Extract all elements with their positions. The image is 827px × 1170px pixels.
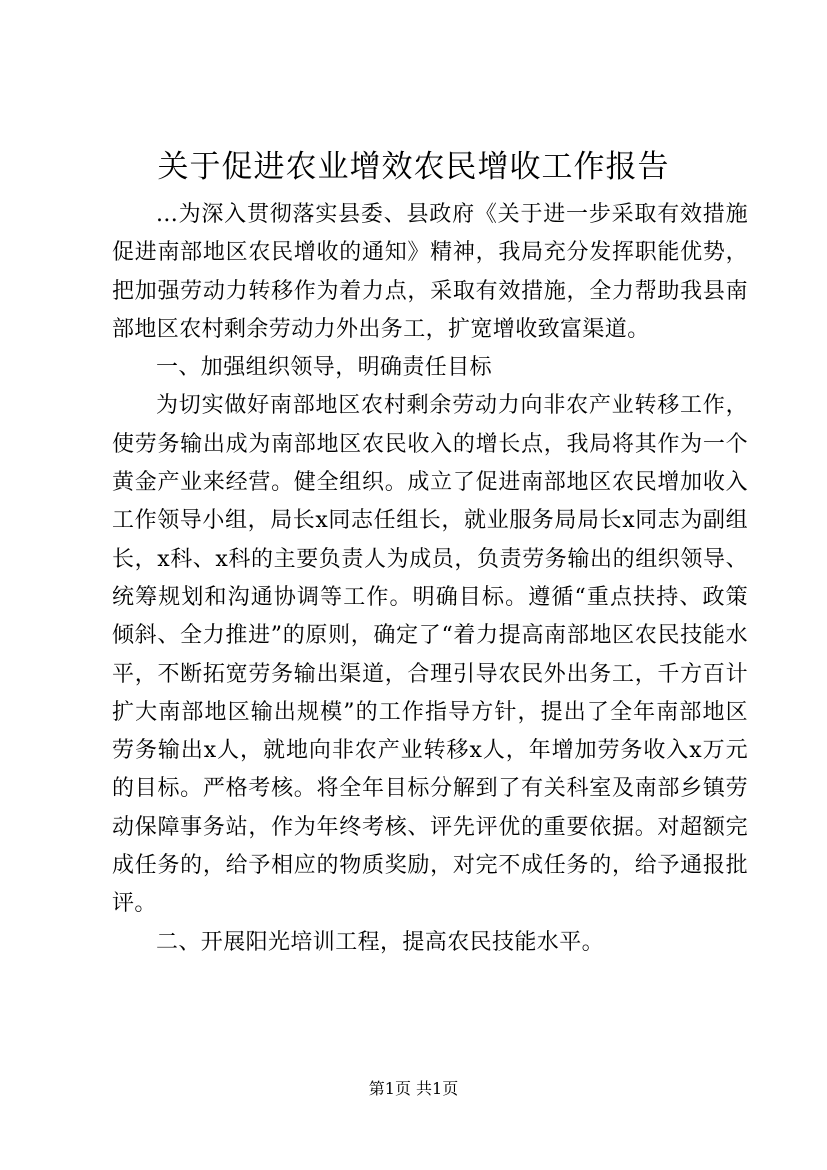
section-heading-1: 一、加强组织领导，明确责任目标 (156, 355, 493, 381)
page-footer: 第1页 共1页 (368, 1079, 459, 1098)
section-heading-2: 二、开展阳光培训工程，提高农民技能水平。 (156, 929, 605, 955)
body-paragraph: 为切实做好南部地区农村剩余劳动力向非农产业转移工作，使劳务输出成为南部地区农民收入的增长点，我局将其作为一个黄金产业来经营。健全组织。成立了促进南部地区农民增加收入工作领导小组，局长x同志任组长，就业服务局局长x同志为副组长，x科、x科的主要负责人为成员，负责劳务输出的组织领导、统筹规划和沟通协调等工作。明确目标。遵循“重点扶持、政策倾斜、全力推进”的原则，确定了“着力提高南部地区农民技能水平，不断拓宽劳务输出渠道，合理引导农民外出务工，千方百计扩大南部地区输出规模”的工作指导方针，提出了全年南部地区劳务输出x人，就地向非农产业转移x人，年增加劳务收入x万元的目标。严格考核。将全年目标分解到了有关科室及南部乡镇劳动保障事务站，作为年终考核、评先评优的重要依据。对超额完成任务的，给予相应的物质奖励，对完不成任务的，给予通报批评。 (112, 393, 748, 917)
page-title: 关于促进农业增效农民增收工作报告 (157, 149, 670, 185)
document-body (112, 196, 748, 962)
intro-paragraph: ...为深入贯彻落实县委、县政府《关于进一步采取有效措施促进南部地区农民增收的通知》精神，我局充分发挥职能优势，把加强劳动力转移作为着力点，采取有效措施，全力帮助我县南部地区农村剩余劳动力外出务工，扩宽增收致富渠道。 (112, 202, 748, 342)
